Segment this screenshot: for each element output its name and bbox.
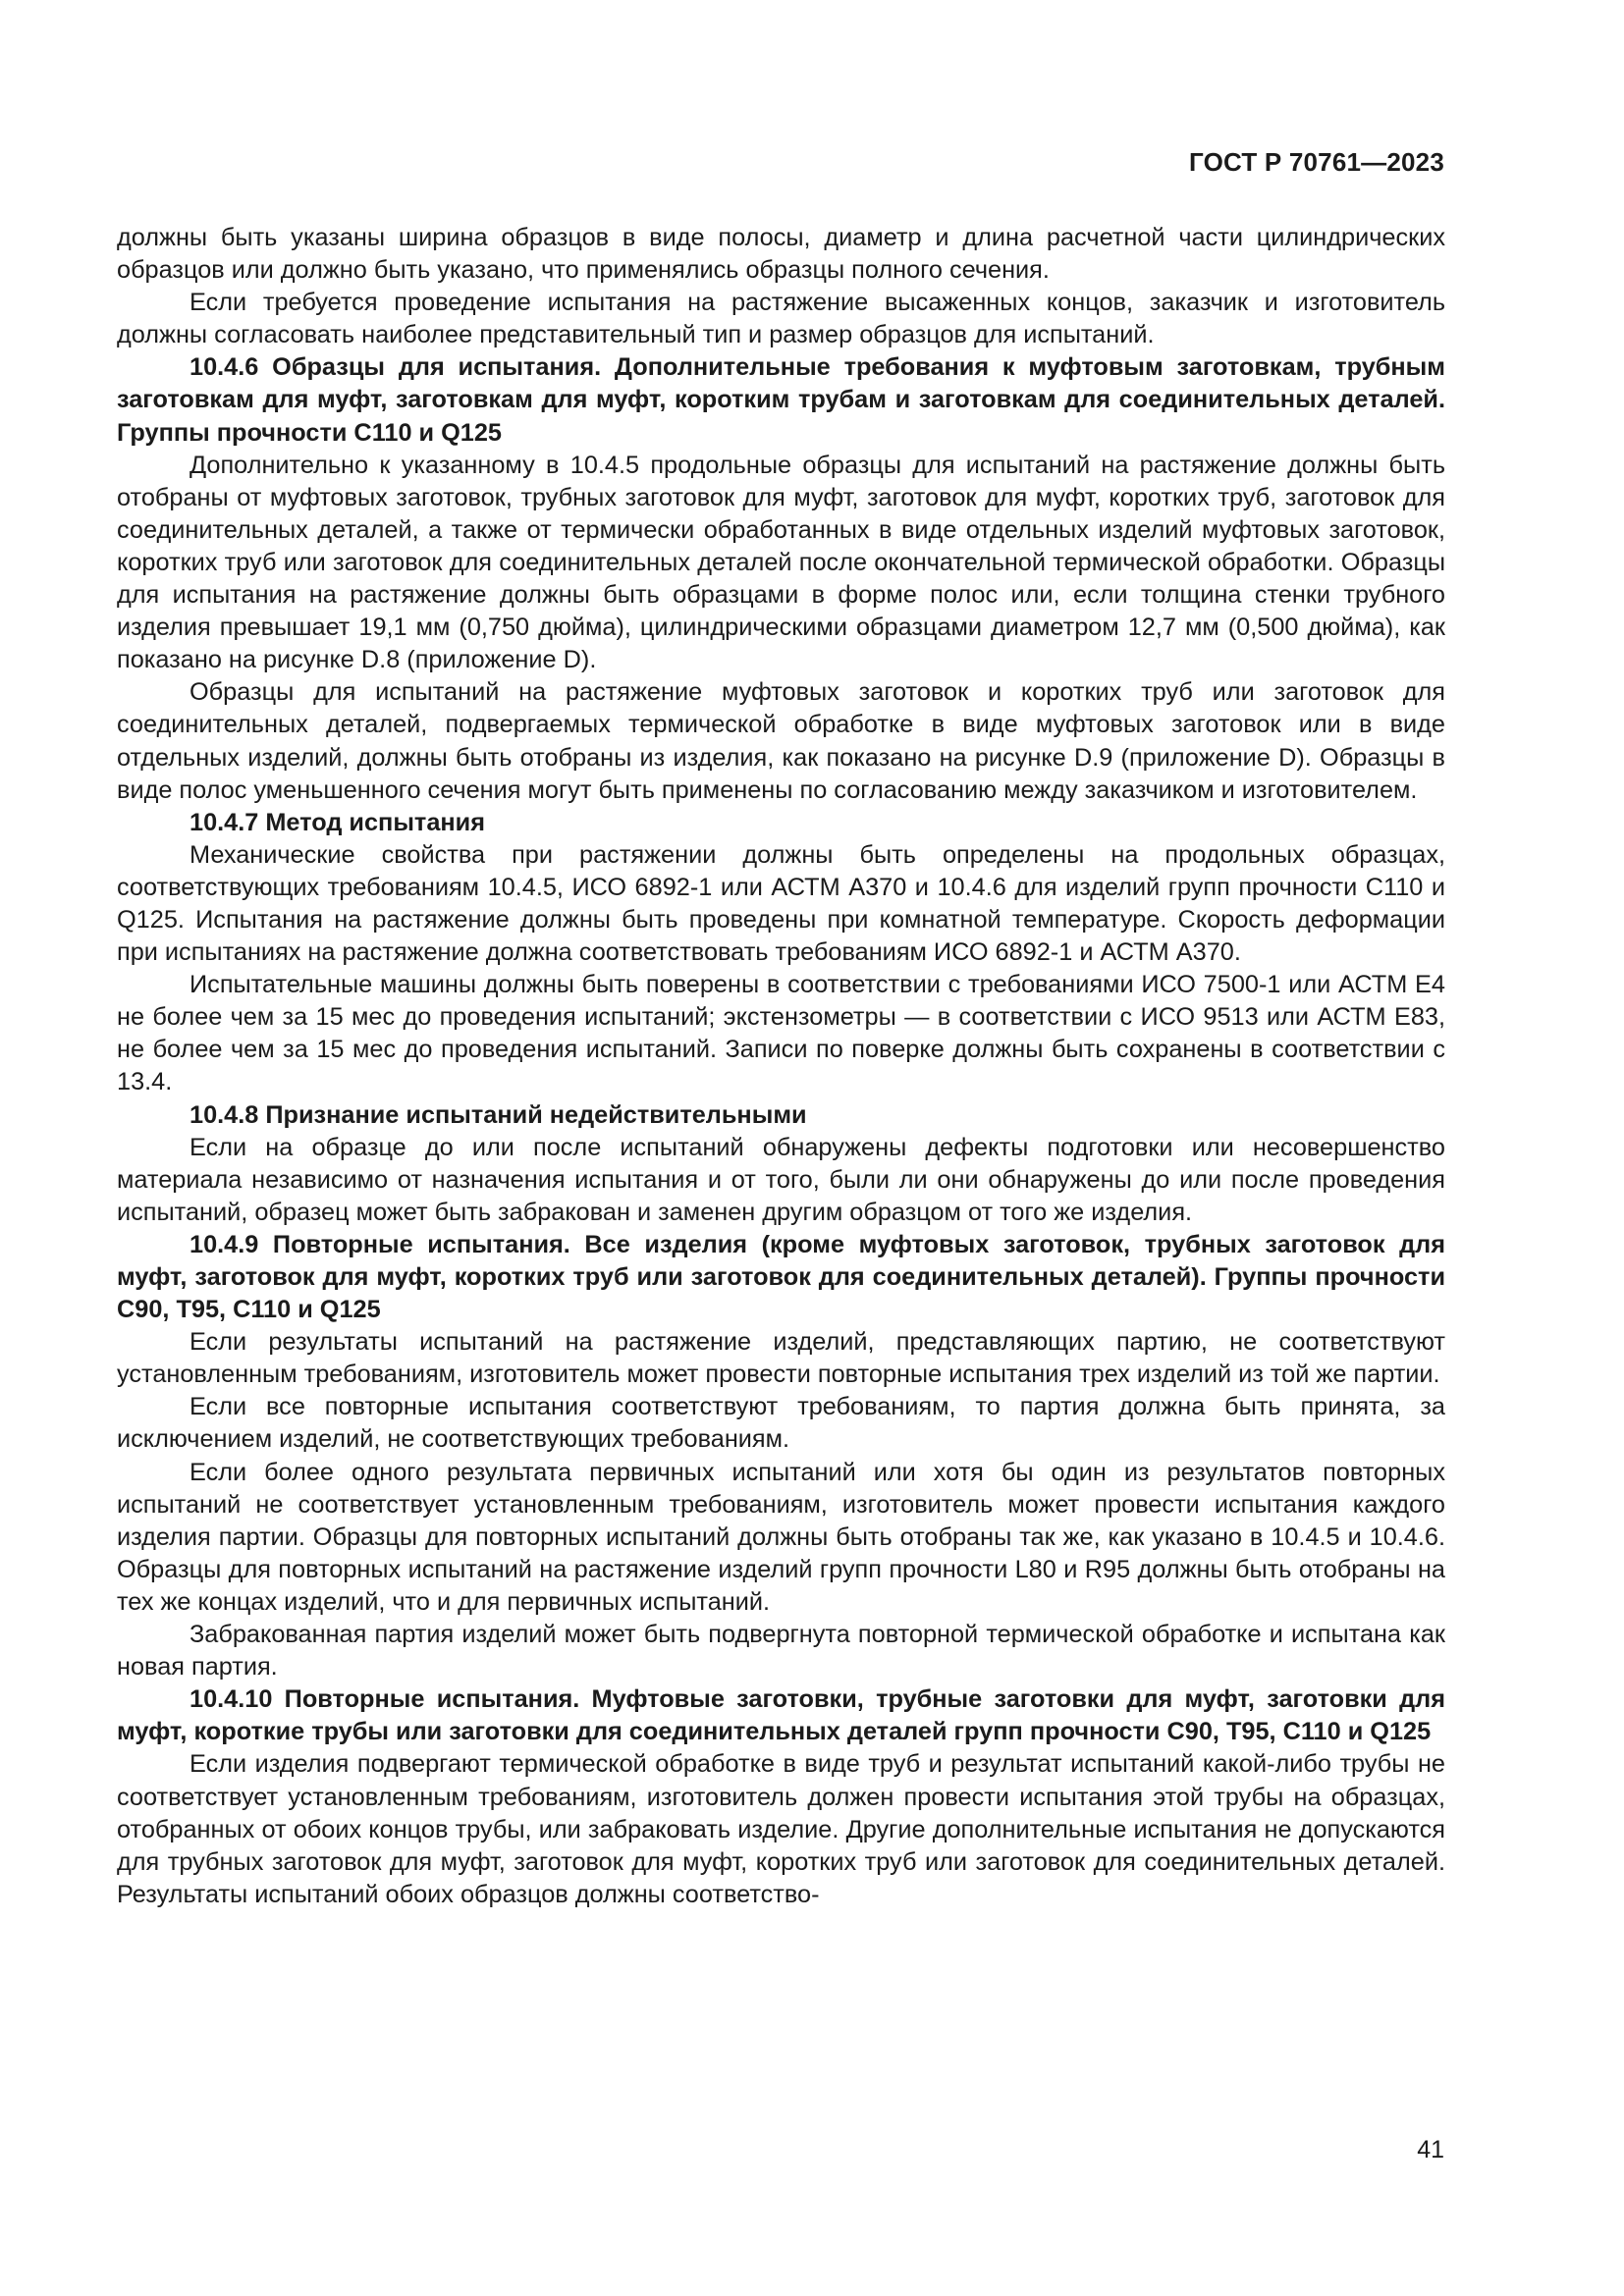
body-paragraph: Если результаты испытаний на растяжение изделий, представляющих партию, не соответствуют установленным требованиям, изготовитель может провести повторные испытания трех изделий из той же партии. [117, 1328, 1445, 1389]
body-paragraph: Если на образце до или после испытаний обнаружены дефекты подготовки или несовершенство материала независимо от назначения испытания и от того, были ли они обнаружены до или после проведения испытаний, образец может быть забракован и заменен другим образцом от того же изделия. [117, 1133, 1445, 1226]
body-paragraph: Если изделия подвергают термической обработке в виде труб и результат испытаний какой-либо трубы не соответствует установленным требованиям, изготовитель должен провести испытания этой трубы на образцах, отобранных от обоих концов трубы, или забраковать изделие. Другие дополнительные испытания не допускаются для трубных заготовок для муфт, заготовок для муфт, коротких труб или заготовок для соединительных деталей. Результаты испытаний обоих образцов должны соответство- [117, 1750, 1445, 1908]
body-paragraph: Если все повторные испытания соответствуют требованиям, то партия должна быть принята, за исключением изделий, не соответствующих требованиям. [117, 1393, 1445, 1454]
section-heading-10-4-6: 10.4.6 Образцы для испытания. Дополнительные требования к муфтовым заготовкам, трубным заготовкам для муфт, заготовкам для муфт, коротким трубам и заготовкам для соединительных деталей. Группы прочности С110 и Q125 [117, 353, 1445, 447]
section-heading-10-4-8: 10.4.8 Признание испытаний недействительными [189, 1100, 807, 1129]
section-heading-10-4-7: 10.4.7 Метод испытания [189, 808, 485, 836]
section-heading-10-4-10: 10.4.10 Повторные испытания. Муфтовые заготовки, трубные заготовки для муфт, заготовки для муфт, короткие трубы или заготовки для соединительных деталей групп прочности С90, Т95, С110 и Q125 [117, 1685, 1445, 1746]
body-paragraph: Испытательные машины должны быть поверены в соответствии с требованиями ИСО 7500-1 или АСТМ Е4 не более чем за 15 мес до проведения испытаний; экстензометры — в соответствии с ИСО 9513 или АСТМ Е83, не более чем за 15 мес до проведения испытаний. Записи по поверке должны быть сохранены в соответствии с 13.4. [117, 971, 1445, 1096]
section-heading-10-4-9: 10.4.9 Повторные испытания. Все изделия (кроме муфтовых заготовок, трубных заготовок для муфт, заготовок для муфт, коротких труб или заготовок для соединительных деталей). Группы прочности С90, Т95, С110 и Q125 [117, 1230, 1445, 1324]
document-code-header: ГОСТ Р 70761—2023 [1189, 147, 1444, 177]
body-paragraph: Образцы для испытаний на растяжение муфтовых заготовок и коротких труб или заготовок для соединительных деталей, подвергаемых термической обработке в виде муфтовых заготовок или в виде отдельных изделий, должны быть отобраны из изделия, как показано на рисунке D.9 (приложение D). Образцы в виде полос уменьшенного сечения могут быть применены по согласованию между заказчиком и изготовителем. [117, 678, 1445, 804]
body-paragraph: Если более одного результата первичных испытаний или хотя бы один из результатов повторных испытаний не соответствует установленным требованиям, изготовитель может провести испытания каждого изделия партии. Образцы для повторных испытаний должны быть отобраны так же, как указано в 10.4.5 и 10.4.6. Образцы для повторных испытаний на растяжение изделий групп прочности L80 и R95 должны быть отобраны на тех же концах изделий, что и для первичных испытаний. [117, 1458, 1445, 1616]
body-paragraph: Механические свойства при растяжении должны быть определены на продольных образцах, соответствующих требованиям 10.4.5, ИСО 6892-1 или АСТМ А370 и 10.4.6 для изделий групп прочности С110 и Q125. Испытания на растяжение должны быть проведены при комнатной температуре. Скорость деформации при испытаниях на растяжение должна соответствовать требованиям ИСО 6892-1 и АСТМ А370. [117, 840, 1445, 967]
body-paragraph: Если требуется проведение испытания на растяжение высаженных концов, заказчик и изготовитель должны согласовать наиболее представительный тип и размер образцов для испытаний. [117, 289, 1445, 349]
body-paragraph: должны быть указаны ширина образцов в виде полосы, диаметр и длина расчетной части цилиндрических образцов или должно быть указано, что применялись образцы полного сечения. [117, 224, 1445, 285]
document-body [117, 222, 1445, 1911]
page-number: 41 [1417, 2136, 1444, 2163]
body-paragraph: Забракованная партия изделий может быть подвергнута повторной термической обработке и испытана как новая партия. [117, 1621, 1445, 1682]
body-paragraph: Дополнительно к указанному в 10.4.5 продольные образцы для испытаний на растяжение должны быть отобраны от муфтовых заготовок, трубных заготовок для муфт, заготовок для муфт, коротких труб, заготовок для соединительных деталей, а также от термически обработанных в виде отдельных изделий муфтовых заготовок, коротких труб или заготовок для соединительных деталей после окончательной термической обработки. Образцы для испытания на растяжение должны быть образцами в форме полос или, если толщина стенки трубного изделия превышает 19,1 мм (0,750 дюйма), цилиндрическими образцами диаметром 12,7 мм (0,500 дюйма), как показано на рисунке D.8 (приложение D). [117, 451, 1445, 674]
